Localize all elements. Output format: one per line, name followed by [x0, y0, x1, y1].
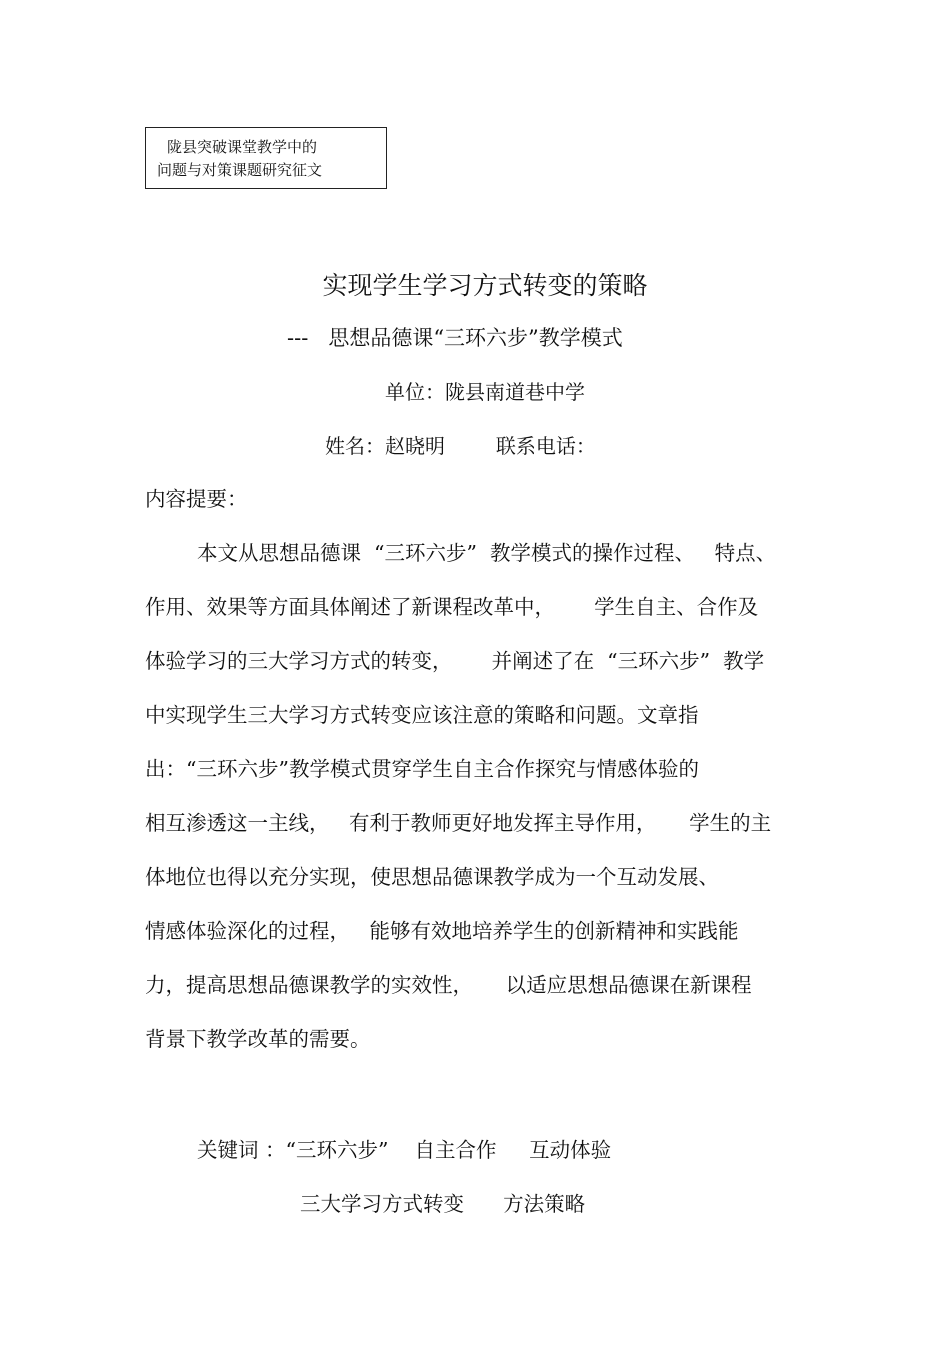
abstract-line: 本文从思想品德课 “三环六步” 教学模式的操作过程、 特点、	[197, 541, 777, 565]
abstract-line: 体地位也得以充分实现，使思想品德课教学成为一个互动发展、	[145, 865, 719, 889]
header-box-line-2: 问题与对策课题研究征文	[157, 161, 323, 179]
abstract-line: 情感体验深化的过程， 能够有效地培养学生的创新精神和实践能	[145, 919, 739, 943]
abstract-line: 中实现学生三大学习方式转变应该注意的策略和问题。文章指	[145, 703, 699, 727]
abstract-line: 作用、效果等方面具体阐述了新课程改革中， 学生自主、合作及	[145, 595, 759, 619]
header-stamp-box	[145, 127, 387, 189]
abstract-line: 出：“三环六步”教学模式贯穿学生自主合作探究与情感体验的	[145, 757, 699, 781]
document-title: 实现学生学习方式转变的策略	[322, 271, 648, 300]
abstract-line: 体验学习的三大学习方式的转变， 并阐述了在 “三环六步” 教学	[145, 649, 765, 673]
abstract-label: 内容提要：	[145, 487, 248, 511]
document-subtitle: --- 思想品德课“三环六步”教学模式	[287, 326, 623, 350]
header-box-line-1: 陇县突破课堂教学中的	[167, 138, 318, 156]
keywords-line-2: 三大学习方式转变 方法策略	[300, 1192, 586, 1216]
author-unit: 单位：陇县南道巷中学	[385, 380, 585, 404]
abstract-line: 相互渗透这一主线， 有利于教师更好地发挥主导作用， 学生的主	[145, 811, 772, 835]
abstract-line: 背景下教学改革的需要。	[145, 1027, 371, 1051]
abstract-line: 力，提高思想品德课教学的实效性， 以适应思想品德课在新课程	[145, 973, 752, 997]
author-name-phone: 姓名：赵晓明 联系电话：	[325, 434, 596, 458]
keywords-line-1: 关键词 ：“三环六步” 自主合作 互动体验	[197, 1138, 612, 1162]
